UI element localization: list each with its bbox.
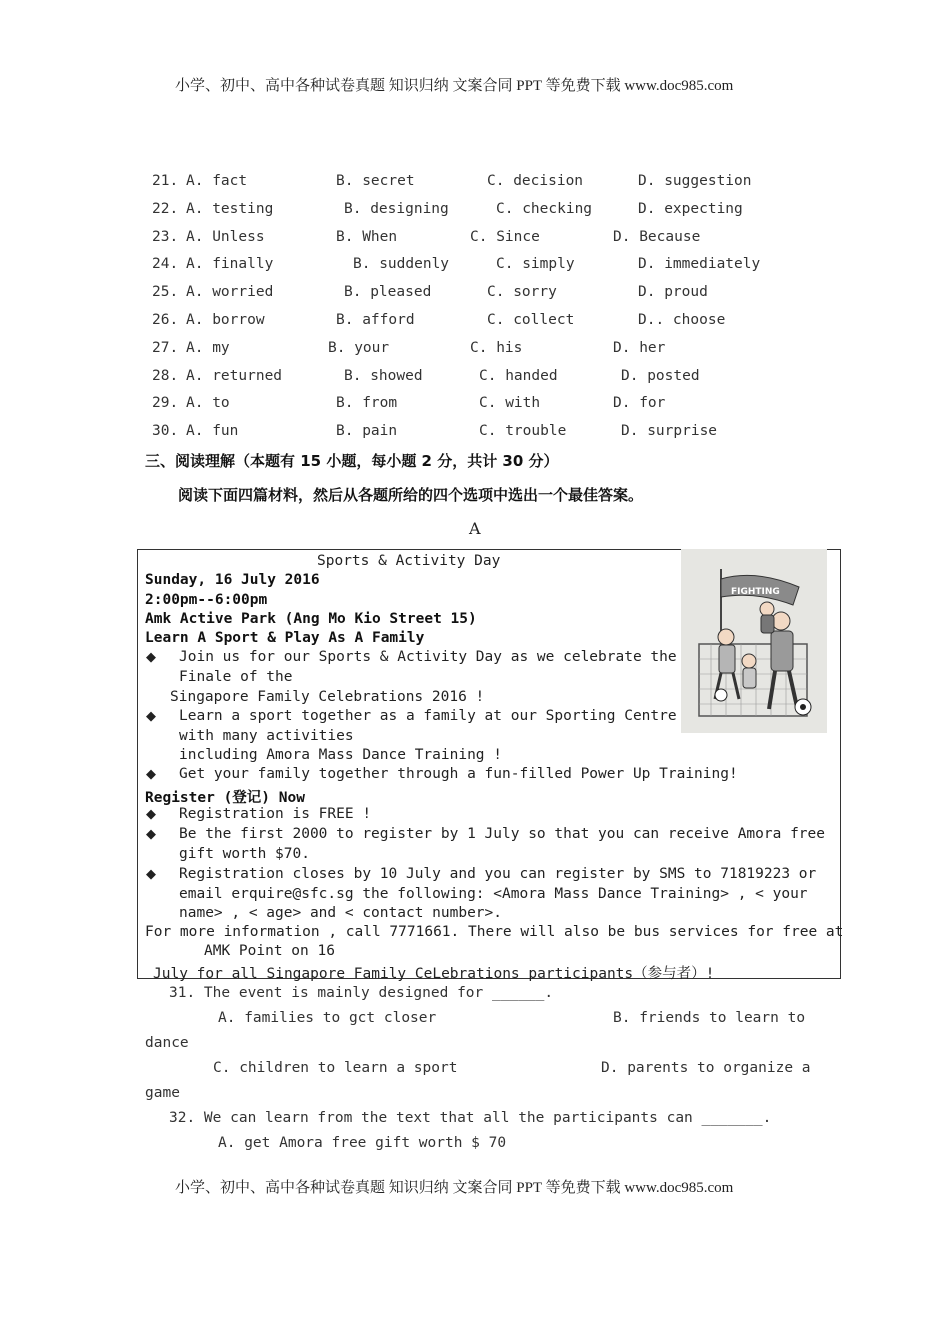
cloze-number: 26. (152, 312, 179, 328)
option-c: C. children to learn a sport (213, 1060, 458, 1076)
option-a: A. borrow (186, 312, 265, 328)
diamond-bullet-icon: ◆ (146, 709, 156, 724)
bullet-text: including Amora Mass Dance Training ! (179, 747, 503, 763)
option-b: B. designing (344, 201, 449, 217)
option-a: A. to (186, 395, 230, 411)
option-b: B. afford (336, 312, 415, 328)
option-c: C. checking (496, 201, 593, 217)
option-c: C. with (479, 395, 541, 411)
event-slogan: Learn A Sport & Play As A Family (145, 630, 425, 646)
cloze-number: 28. (152, 368, 179, 384)
diamond-bullet-icon: ◆ (146, 650, 156, 665)
registration-text: Registration closes by 10 July and you can register by SMS to 71819223 or (179, 866, 817, 882)
family-sports-icon (681, 549, 827, 733)
option-a: A. worried (186, 284, 274, 300)
cloze-number: 24. (152, 256, 179, 272)
option-d: D. expecting (638, 201, 743, 217)
option-d: D. immediately (638, 256, 761, 272)
section-title: 三、阅读理解（本题有 15 小题，每小题 2 分，共计 30 分） (145, 452, 559, 470)
option-b: B. pleased (344, 284, 432, 300)
info-text: July for all Singapore Family CeLebrations participants（参与者）! (153, 966, 715, 982)
option-a: A. returned (186, 368, 283, 384)
option-c: C. Since (470, 229, 540, 245)
registration-text: Be the first 2000 to register by 1 July so that you can receive Amora free (179, 826, 826, 842)
diamond-bullet-icon: ◆ (146, 807, 156, 822)
question-31: 31. The event is mainly designed for ______. (169, 985, 554, 1001)
option-a: A. testing (186, 201, 274, 217)
info-text: For more information , call 7771661. There will also be bus services for free at (145, 924, 844, 940)
option-b: B. friends to learn to (613, 1010, 806, 1026)
page-header: 小学、初中、高中各种试卷真题 知识归纳 文案合同 PPT 等免费下载 www.doc985.com (175, 78, 734, 94)
option-d: D. suggestion (638, 173, 752, 189)
option-a: A. my (186, 340, 230, 356)
section-instruction: 阅读下面四篇材料，然后从各题所给的四个选项中选出一个最佳答案。 (178, 486, 644, 504)
bullet-text: Learn a sport together as a family at our Sporting Centre (179, 708, 677, 724)
option-a: A. finally (186, 256, 274, 272)
option-c: C. trouble (479, 423, 567, 439)
option-b: B. from (336, 395, 398, 411)
option-d-wrap: game (145, 1085, 180, 1101)
cloze-number: 29. (152, 395, 179, 411)
cloze-number: 30. (152, 423, 179, 439)
option-d: D. posted (621, 368, 700, 384)
register-heading: Register (登记) Now (145, 790, 305, 806)
option-d: D. Because (613, 229, 701, 245)
cloze-number: 25. (152, 284, 179, 300)
option-c: C. handed (479, 368, 558, 384)
option-b: B. When (336, 229, 398, 245)
cloze-number: 21. (152, 173, 179, 189)
option-c: C. collect (487, 312, 575, 328)
option-a: A. Unless (186, 229, 265, 245)
bullet-text: Get your family together through a fun-filled Power Up Training! (179, 766, 738, 782)
registration-text: name> , < age> and < contact number>. (179, 905, 503, 921)
registration-text: gift worth $70. (179, 846, 310, 862)
option-b: B. suddenly (353, 256, 450, 272)
registration-text: Registration is FREE ! (179, 806, 372, 822)
event-venue: Amk Active Park (Ang Mo Kio Street 15) (145, 611, 477, 627)
family-sports-illustration (681, 549, 827, 733)
bullet-text: Finale of the (179, 669, 293, 685)
info-text: AMK Point on 16 (204, 943, 335, 959)
option-c: C. decision (487, 173, 584, 189)
option-c: C. his (470, 340, 523, 356)
bullet-text: Join us for our Sports & Activity Day as we celebrate the (179, 649, 677, 665)
option-d: D.. choose (638, 312, 726, 328)
option-b: B. pain (336, 423, 398, 439)
option-d: D. parents to organize a (601, 1060, 811, 1076)
diamond-bullet-icon: ◆ (146, 827, 156, 842)
option-a: A. get Amora free gift worth $ 70 (218, 1135, 507, 1151)
passage-label: A (469, 519, 481, 538)
cloze-number: 22. (152, 201, 179, 217)
cloze-number: 27. (152, 340, 179, 356)
question-32: 32. We can learn from the text that all the participants can _______. (169, 1110, 772, 1126)
option-a: A. families to gct closer (218, 1010, 437, 1026)
option-d: D. surprise (621, 423, 718, 439)
diamond-bullet-icon: ◆ (146, 767, 156, 782)
option-a: A. fact (186, 173, 248, 189)
event-date: Sunday, 16 July 2016 (145, 572, 320, 588)
banner-text: FIGHTING (731, 587, 780, 597)
option-b: B. secret (336, 173, 415, 189)
option-d: D. proud (638, 284, 708, 300)
cloze-number: 23. (152, 229, 179, 245)
registration-text: email erquire@sfc.sg the following: <Amora Mass Dance Training> , < your (179, 886, 808, 902)
option-d: D. her (613, 340, 666, 356)
option-c: C. simply (496, 256, 575, 272)
event-time: 2:00pm--6:00pm (145, 592, 268, 608)
poster-title: Sports & Activity Day (317, 553, 501, 569)
diamond-bullet-icon: ◆ (146, 867, 156, 882)
option-b-wrap: dance (145, 1035, 189, 1051)
option-a: A. fun (186, 423, 239, 439)
option-b: B. showed (344, 368, 423, 384)
bullet-text: Singapore Family Celebrations 2016 ! (170, 689, 485, 705)
bullet-text: with many activities (179, 728, 354, 744)
option-b: B. your (328, 340, 390, 356)
option-c: C. sorry (487, 284, 557, 300)
page-footer: 小学、初中、高中各种试卷真题 知识归纳 文案合同 PPT 等免费下载 www.doc985.com (175, 1180, 734, 1196)
option-d: D. for (613, 395, 666, 411)
